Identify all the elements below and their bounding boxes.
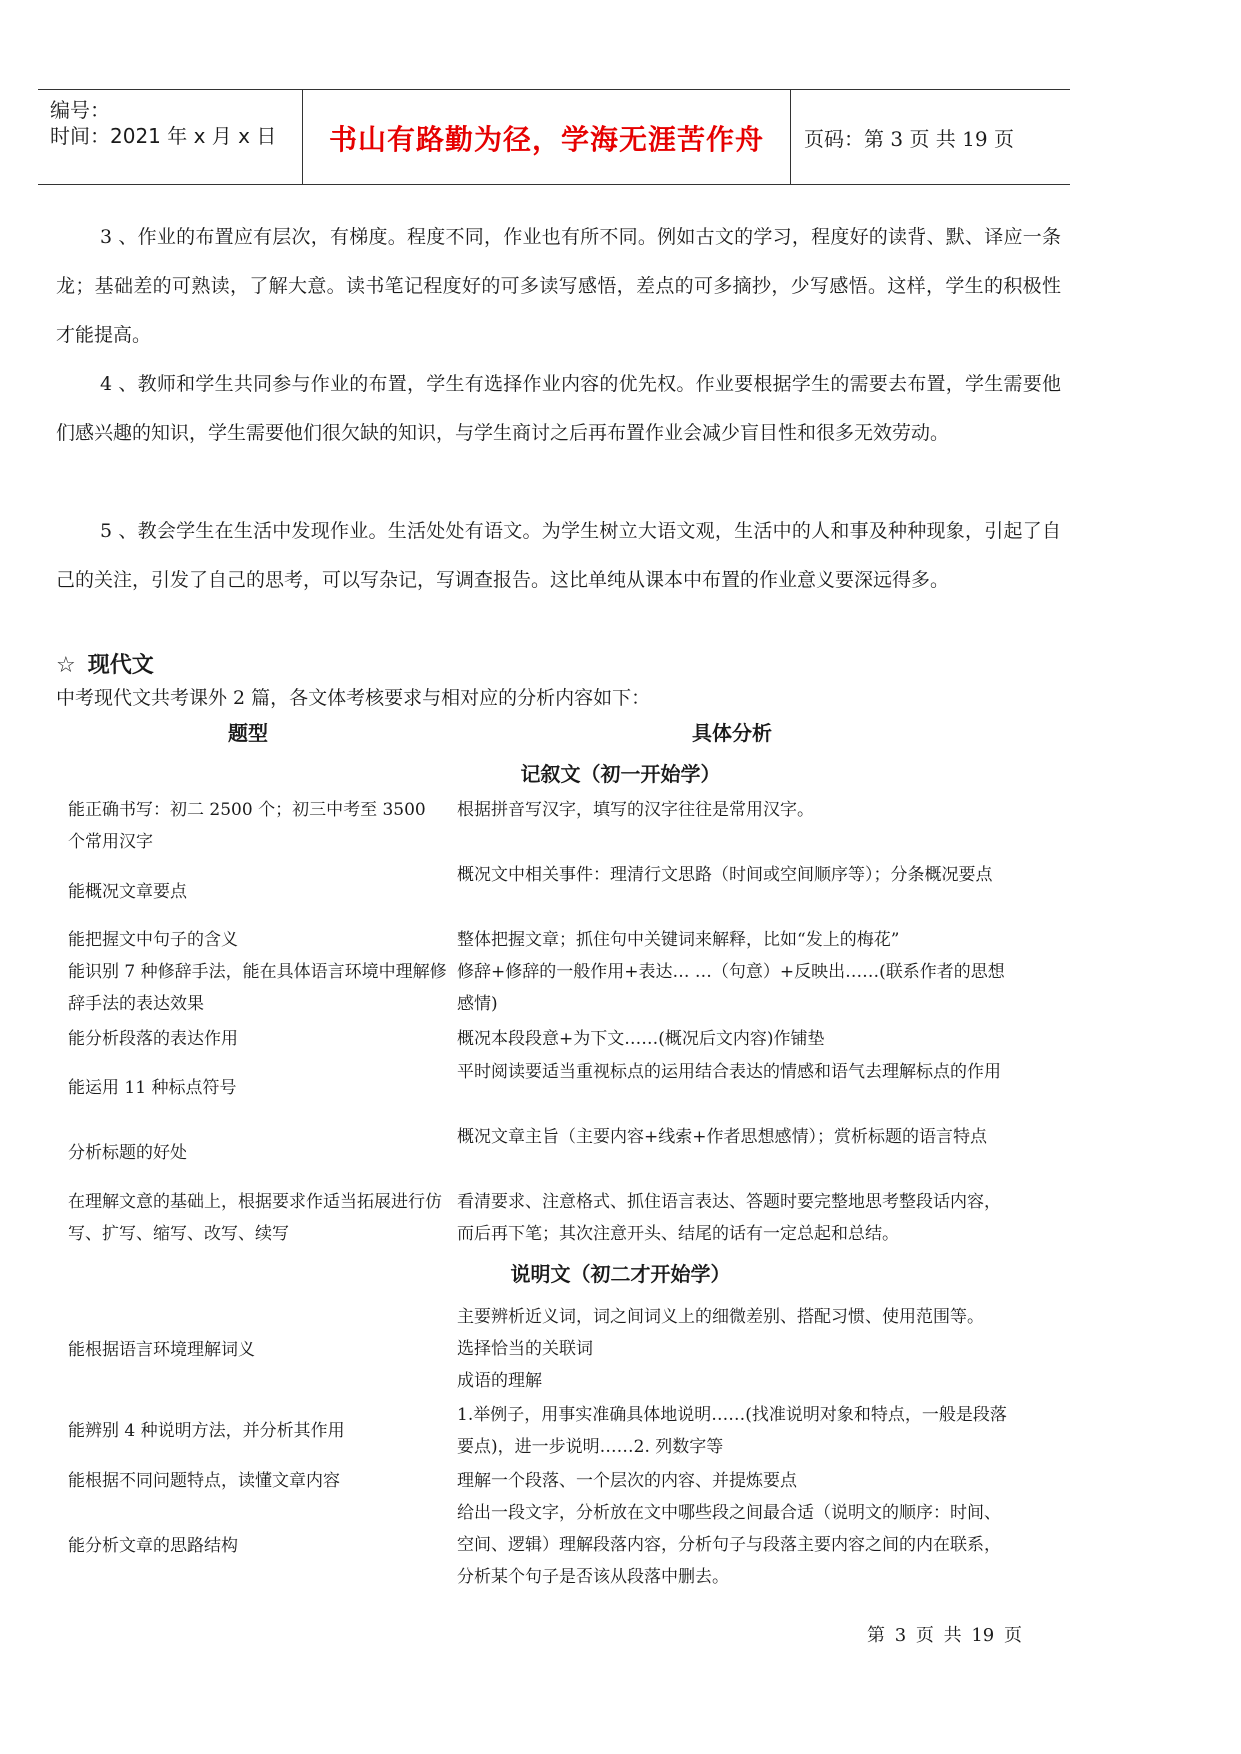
star-icon: ☆	[56, 653, 76, 678]
section-intro: 中考现代文共考课外 2 篇，各文体考核要求与相对应的分析内容如下：	[56, 687, 651, 709]
table-row-requirement: 能概况文章要点	[68, 882, 187, 902]
column-header-type: 题型	[228, 721, 268, 745]
table-row-requirement: 能分析文章的思路结构	[68, 1536, 238, 1556]
section-title-text: 现代文	[87, 653, 154, 678]
table-row-analysis: 给出一段文字，分析放在文中哪些段之间最合适（说明文的顺序：时间、空间、逻辑）理解段落内容，分析句子与段落主要内容之间的内在联系，分析某个句子是否该从段落中删去。	[457, 1503, 1001, 1587]
header-page-label: 页码：第 3 页 共 19 页	[804, 127, 1014, 151]
header-divider	[790, 90, 791, 184]
paragraph-3: 3 、作业的布置应有层次，有梯度。程度不同，作业也有所不同。例如古文的学习，程度好的读背、默、译应一条龙；基础差的可熟读，了解大意。读书笔记程度好的可多读写感悟，差点的可多摘抄，少写感悟。这样，学生的积极性才能提高。	[56, 226, 1061, 346]
table-row-requirement: 能正确书写：初二 2500 个；初三中考至 3500 个常用汉字	[68, 800, 426, 852]
table-row-requirement: 能分析段落的表达作用	[68, 1029, 238, 1049]
table-row-analysis: 概况文章主旨（主要内容+线索+作者思想感情）；赏析标题的语言特点	[457, 1127, 987, 1147]
section-title	[56, 648, 154, 679]
page-header	[38, 89, 1070, 185]
table-row-analysis: 根据拼音写汉字，填写的汉字往往是常用汉字。	[457, 800, 814, 820]
time-label: 时间：2021 年 x 月 x 日	[50, 124, 277, 148]
table-row-analysis: 理解一个段落、一个层次的内容、并提炼要点	[457, 1471, 797, 1491]
header-motto: 书山有路勤为径，学海无涯苦作舟	[328, 123, 764, 156]
table-row-requirement: 能根据不同问题特点，读懂文章内容	[68, 1471, 340, 1491]
table-row-requirement: 能辨别 4 种说明方法，并分析其作用	[68, 1421, 345, 1441]
number-label: 编号：	[50, 98, 110, 122]
table-row-requirement: 能根据语言环境理解词义	[68, 1340, 255, 1360]
category-expository: 说明文（初二才开始学）	[510, 1262, 731, 1286]
table-row-analysis: 看清要求、注意格式、抓住语言表达、答题时要完整地思考整段话内容，而后再下笔；其次注意开头、结尾的话有一定总起和总结。	[457, 1192, 1001, 1244]
table-row-analysis: 1.举例子，用事实准确具体地说明……(找准说明对象和特点，一般是段落要点)，进一步说明……2. 列数字等	[457, 1405, 1007, 1457]
table-row-requirement: 分析标题的好处	[68, 1143, 187, 1163]
table-row-analysis: 修辞+修辞的一般作用+表达… …（句意）+反映出……(联系作者的思想感情)	[457, 962, 1005, 1014]
table-row-requirement: 在理解文意的基础上，根据要求作适当拓展进行仿写、扩写、缩写、改写、续写	[68, 1192, 442, 1244]
paragraph-4: 4 、教师和学生共同参与作业的布置，学生有选择作业内容的优先权。作业要根据学生的需要去布置，学生需要他们感兴趣的知识，学生需要他们很欠缺的知识，与学生商讨之后再布置作业会减少盲目性和很多无效劳动。	[56, 373, 1061, 444]
page-footer: 第 3 页 共 19 页	[867, 1625, 1022, 1646]
table-row-requirement: 能把握文中句子的含义	[68, 930, 238, 950]
table-row-analysis: 概况文中相关事件：理清行文思路（时间或空间顺序等）；分条概况要点	[457, 865, 993, 885]
table-row-analysis: 概况本段段意+为下文……(概况后文内容)作铺垫	[457, 1029, 825, 1049]
category-narrative: 记叙文（初一开始学）	[520, 762, 721, 786]
column-header-analysis: 具体分析	[692, 721, 772, 745]
table-row-requirement: 能运用 11 种标点符号	[68, 1078, 237, 1098]
table-row-analysis: 整体把握文章；抓住句中关键词来解释，比如“发上的梅花”	[457, 930, 900, 950]
table-row-analysis: 主要辨析近义词，词之间词义上的细微差别、搭配习惯、使用范围等。 选择恰当的关联词 成语的理解	[457, 1307, 984, 1391]
table-row-analysis: 平时阅读要适当重视标点的运用结合表达的情感和语气去理解标点的作用	[457, 1062, 1001, 1082]
table-row-requirement: 能识别 7 种修辞手法，能在具体语言环境中理解修辞手法的表达效果	[68, 962, 447, 1014]
paragraph-5: 5 、教会学生在生活中发现作业。生活处处有语文。为学生树立大语文观，生活中的人和事及种种现象，引起了自己的关注，引发了自己的思考，可以写杂记，写调查报告。这比单纯从课本中布置的作业意义要深远得多。	[56, 520, 1061, 591]
